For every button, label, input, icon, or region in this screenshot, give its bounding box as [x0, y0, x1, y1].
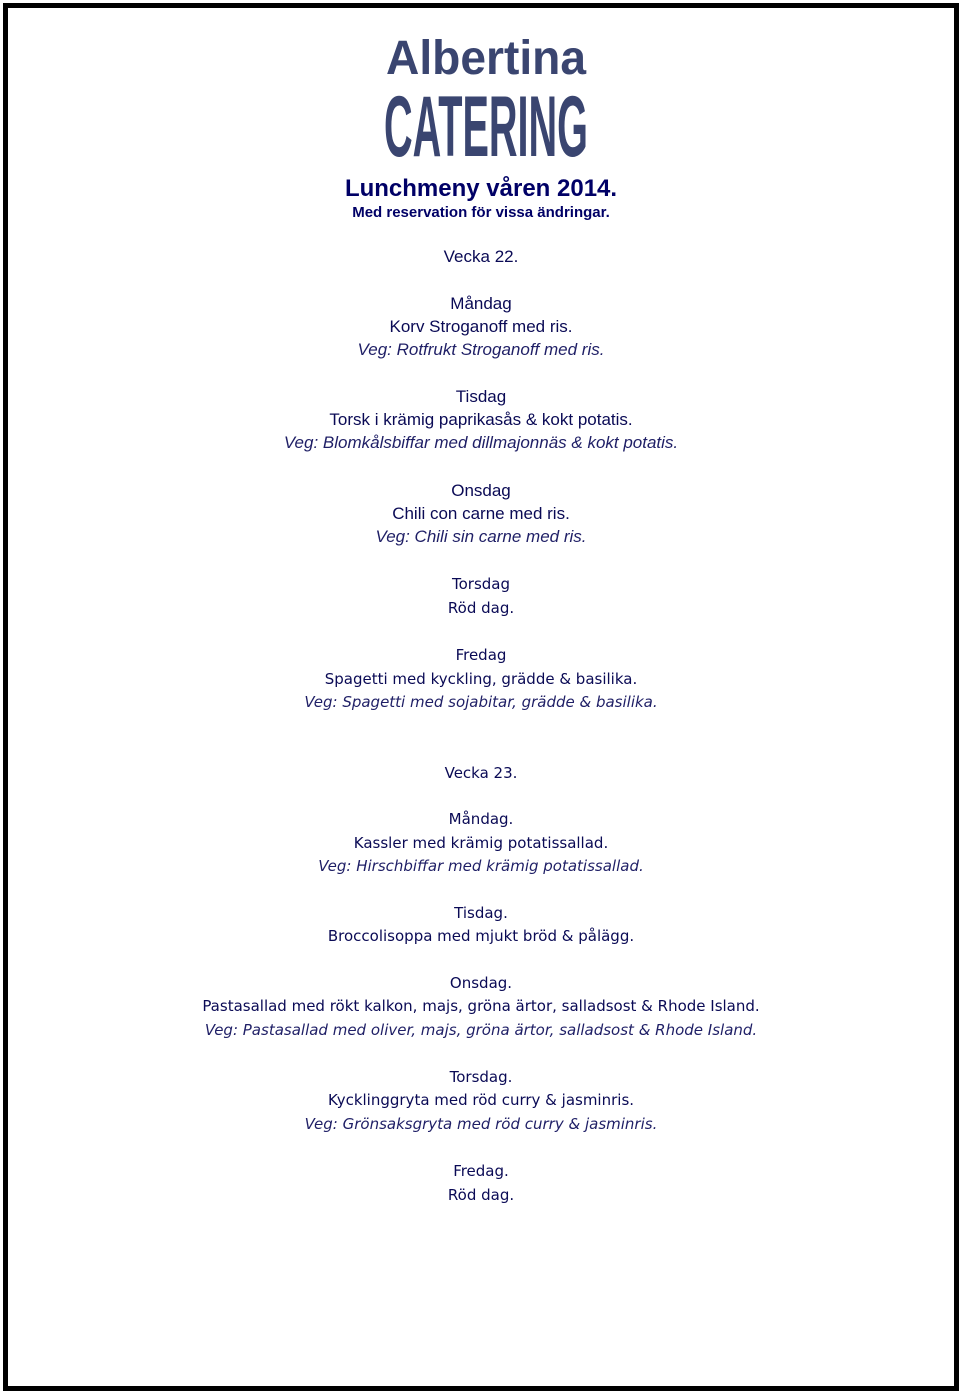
week-22-wednesday-dish: Chili con carne med ris. — [392, 504, 570, 523]
week-23-friday-day: Fredag. — [453, 1162, 509, 1180]
week-22-monday-dish: Korv Stroganoff med ris. — [389, 317, 573, 336]
week-22-wednesday-veg: Veg: Chili sin carne med ris. — [375, 527, 587, 546]
week-22-heading: Vecka 22. — [443, 247, 519, 266]
week-22-wednesday-day: Onsdag — [451, 481, 511, 500]
week-22-friday-veg: Veg: Spagetti med sojabitar, grädde & basilika. — [304, 693, 658, 711]
albertina-catering-logo — [380, 28, 592, 175]
logo-line-catering: CATERING — [384, 79, 588, 175]
week-23-monday-veg: Veg: Hirschbiffar med krämig potatissallad. — [318, 857, 644, 875]
week-23-monday-day: Måndag. — [448, 810, 514, 828]
page-subtitle: Med reservation för vissa ändringar. — [352, 204, 610, 221]
week-23-monday-dish: Kassler med krämig potatissallad. — [353, 834, 609, 852]
week-22-friday-day: Fredag — [455, 646, 507, 664]
week-22-thursday-day: Torsdag — [451, 575, 510, 593]
week-23-thursday-dish: Kycklinggryta med röd curry & jasminris. — [327, 1091, 635, 1109]
week-22-monday-day: Måndag — [450, 294, 512, 313]
week-23-friday-dish: Röd dag. — [447, 1186, 515, 1204]
week-23-wednesday-day: Onsdag. — [449, 974, 513, 992]
week-22-tuesday-dish: Torsk i krämig paprikasås & kokt potatis. — [329, 410, 633, 429]
week-23-wednesday-dish: Pastasallad med rökt kalkon, majs, gröna ärtor, salladsost & Rhode Island. — [202, 997, 760, 1015]
week-22-tuesday-day: Tisdag — [455, 387, 507, 406]
week-22-tuesday-veg: Veg: Blomkålsbiffar med dillmajonnäs & kokt potatis. — [283, 433, 679, 452]
logo-line-albertina: Albertina — [386, 32, 587, 85]
week-23-tuesday-dish: Broccolisoppa med mjukt bröd & pålägg. — [327, 927, 635, 945]
week-23-tuesday-day: Tisdag. — [454, 904, 508, 922]
page-title: Lunchmeny våren 2014. — [344, 175, 618, 202]
menu-page — [3, 3, 959, 1391]
week-22-friday-dish: Spagetti med kyckling, grädde & basilika. — [324, 670, 638, 688]
week-22-monday-veg: Veg: Rotfrukt Stroganoff med ris. — [357, 340, 605, 359]
week-23-thursday-day: Torsdag. — [449, 1068, 513, 1086]
week-23-thursday-veg: Veg: Grönsaksgryta med röd curry & jasminris. — [304, 1115, 658, 1133]
menu-header — [8, 174, 954, 222]
week-23-wednesday-veg: Veg: Pastasallad med oliver, majs, gröna ärtor, salladsost & Rhode Island. — [204, 1021, 758, 1039]
week-23-heading: Vecka 23. — [444, 764, 518, 782]
week-22-thursday-dish: Röd dag. — [447, 599, 515, 617]
